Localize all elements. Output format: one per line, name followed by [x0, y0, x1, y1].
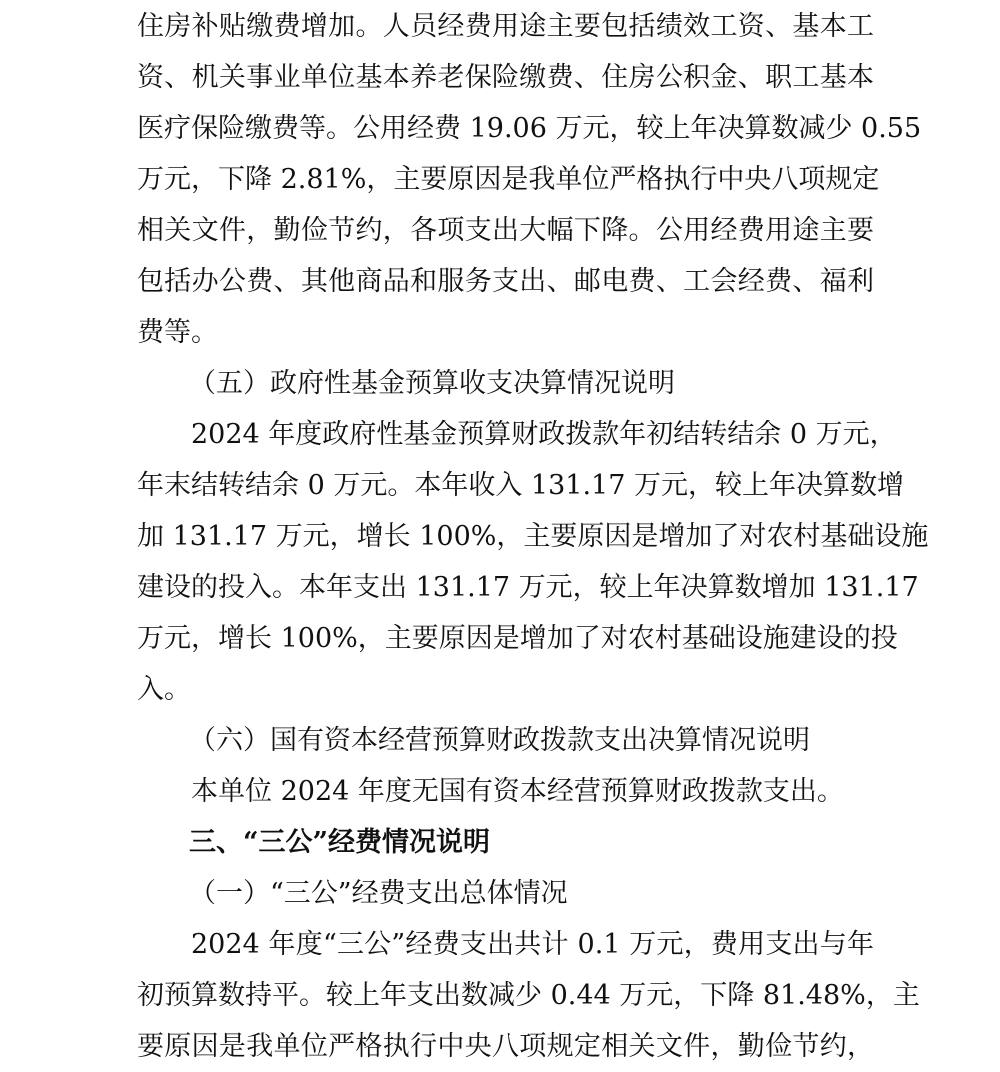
text-line: 2024 年度“三公”经费支出共计 0.1 万元，费用支出与年 [191, 929, 874, 960]
text-line: 入。 [137, 674, 191, 705]
text-line: 加 131.17 万元，增长 100%，主要原因是增加了对农村基础设施 [137, 521, 929, 552]
text-line: 万元，增长 100%，主要原因是增加了对农村基础设施建设的投 [137, 623, 898, 654]
text-line: 住房补贴缴费增加。人员经费用途主要包括绩效工资、基本工 [137, 11, 874, 42]
text-line: 资、机关事业单位基本养老保险缴费、住房公积金、职工基本 [137, 62, 874, 93]
document-page [137, 0, 929, 1072]
section-heading-government-fund: （五）政府性基金预算收支决算情况说明 [189, 368, 675, 399]
text-line: 包括办公费、其他商品和服务支出、邮电费、工会经费、福利 [137, 266, 874, 297]
paragraph-public-funds [137, 1, 922, 358]
subsection-heading-overall: （一）“三公”经费支出总体情况 [189, 878, 568, 909]
text-line: 初预算数持平。较上年支出数减少 0.44 万元，下降 81.48%，主 [137, 980, 920, 1011]
paragraph-government-fund [137, 409, 929, 715]
text-line: 万元，下降 2.81%，主要原因是我单位严格执行中央八项规定 [137, 164, 880, 195]
text-line: 建设的投入。本年支出 131.17 万元，较上年决算数增加 131.17 [137, 572, 919, 603]
paragraph-three-public-overall [137, 919, 920, 1072]
text-line: 2024 年度政府性基金预算财政拨款年初结转结余 0 万元， [191, 419, 897, 450]
text-line: 相关文件，勤俭节约，各项支出大幅下降。公用经费用途主要 [137, 215, 874, 246]
section-heading-state-capital: （六）国有资本经营预算财政拨款支出决算情况说明 [189, 725, 810, 756]
text-line: 要原因是我单位严格执行中央八项规定相关文件，勤俭节约， [137, 1031, 874, 1062]
text-line: 医疗保险缴费等。公用经费 19.06 万元，较上年决算数减少 0.55 [137, 113, 922, 144]
part-heading-three-public: 三、“三公”经费情况说明 [189, 827, 491, 858]
text-line: 年末结转结余 0 万元。本年收入 131.17 万元，较上年决算数增 [137, 470, 904, 501]
text-line: 费等。 [137, 317, 218, 348]
paragraph-state-capital: 本单位 2024 年度无国有资本经营预算财政拨款支出。 [191, 776, 844, 807]
